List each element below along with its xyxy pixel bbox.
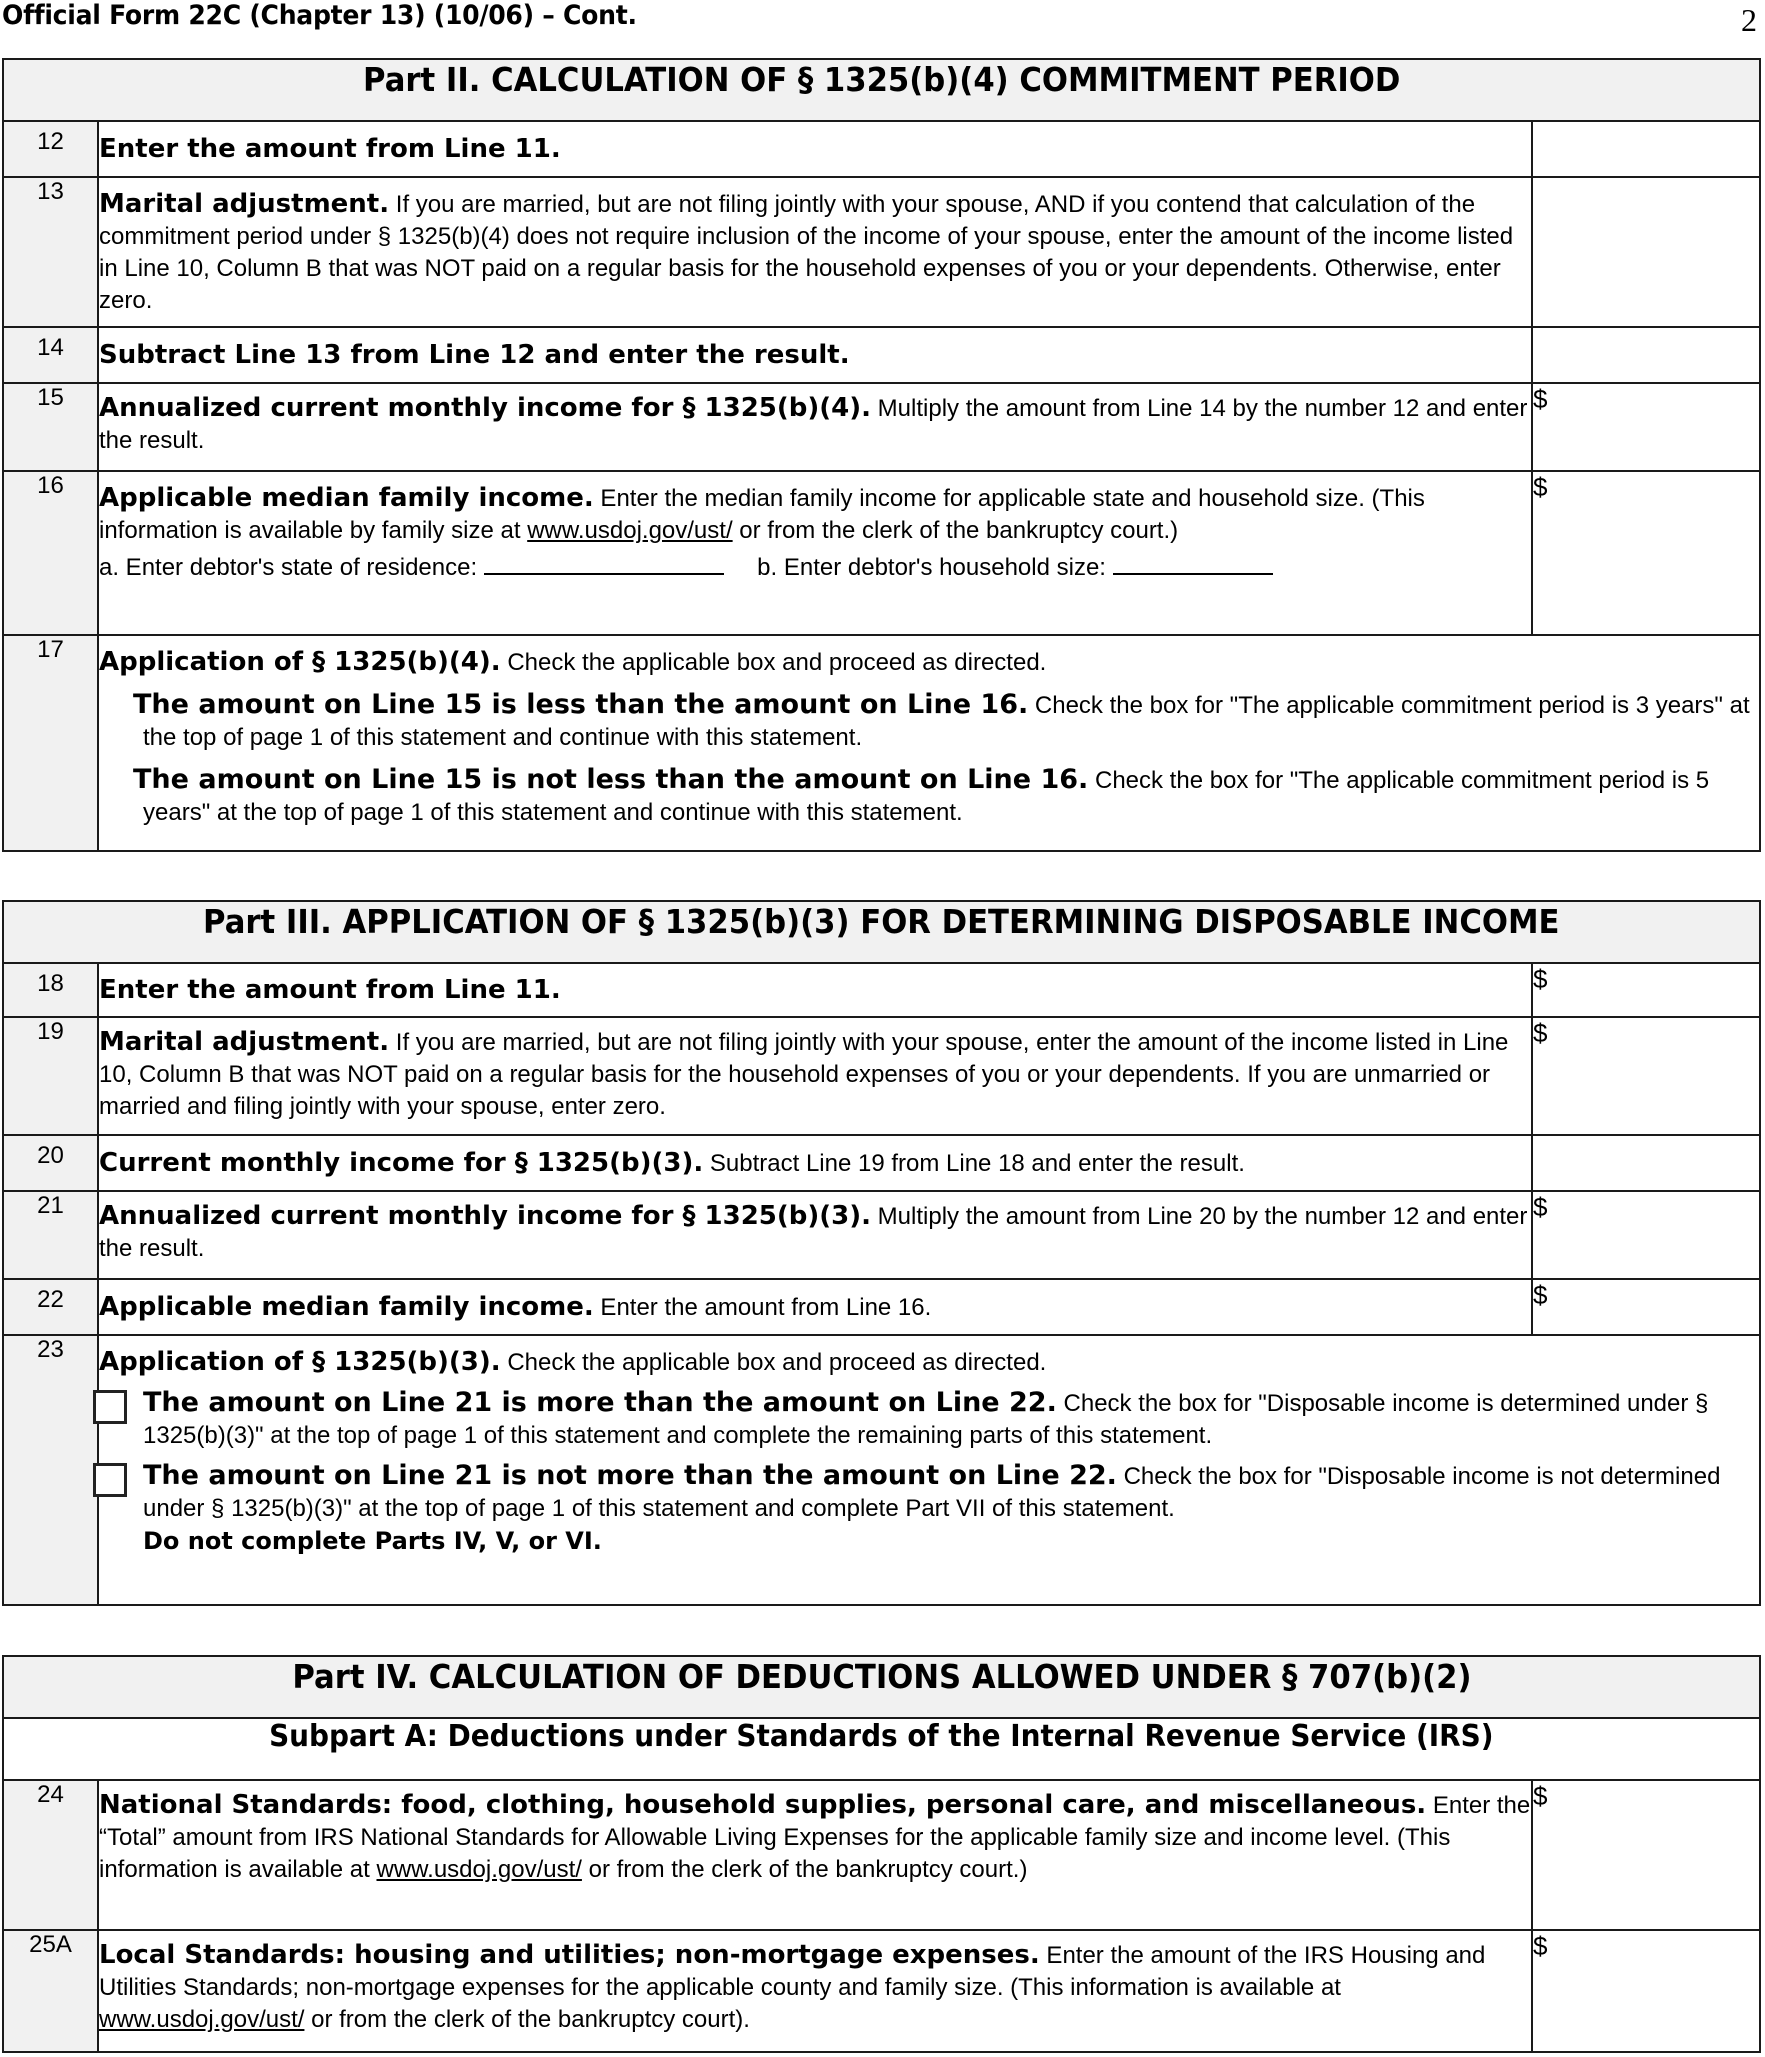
state-of-residence-field[interactable]	[484, 551, 724, 575]
line-number: 15	[3, 383, 98, 471]
line-20-amount-field[interactable]	[1532, 1135, 1760, 1191]
line-25a-row	[3, 1930, 1760, 2052]
line-21-row	[3, 1191, 1760, 1279]
line-number: 20	[3, 1135, 98, 1191]
line-number: 24	[3, 1780, 98, 1930]
state-of-residence-label: a. Enter debtor's state of residence:	[99, 554, 478, 581]
line-20-text: Current monthly income for § 1325(b)(3). Subtract Line 19 from Line 18 and enter the result.	[98, 1135, 1532, 1191]
usdoj-link[interactable]: www.usdoj.gov/ust/	[99, 2006, 305, 2033]
line-number: 17	[3, 635, 98, 851]
line-25a-text: Local Standards: housing and utilities; non-mortgage expenses. Enter the amount of the IRS Housing and Utilities Standards; non-mortgage expenses for the applicable county and family size. (This information is available at www.usdoj.gov/ust/ or from the clerk of the bankruptcy court).	[98, 1930, 1532, 2052]
line-13-amount-field[interactable]	[1532, 177, 1760, 327]
line-17-text: Application of § 1325(b)(4). Check the applicable box and proceed as directed. The amount on Line 15 is less than the amount on Line 16. Check the box for "The applicable commitment period is 3 years" at the top of page 1 of this statement and continue with this statement. The amount on Line 15 is not less than the amount on Line 16. Check the box for "The applicable commitment period is 5 years" at the top of page 1 of this statement and continue with this statement.	[98, 635, 1760, 851]
part-2-table	[2, 58, 1761, 852]
usdoj-link[interactable]: www.usdoj.gov/ust/	[376, 1856, 582, 1883]
line-18-row	[3, 963, 1760, 1017]
part-4-table	[2, 1655, 1761, 2053]
household-size-label: b. Enter debtor's household size:	[757, 554, 1106, 581]
line-23-checkbox-1[interactable]	[93, 1390, 127, 1424]
line-17-option-2[interactable]: The amount on Line 15 is not less than the amount on Line 16. Check the box for "The applicable commitment period is 5 years" at the top of page 1 of this statement and continue with this statement.	[133, 764, 1710, 826]
line-number: 21	[3, 1191, 98, 1279]
line-number: 23	[3, 1335, 98, 1605]
line-18-amount-field[interactable]: $	[1532, 963, 1760, 1017]
line-20-row	[3, 1135, 1760, 1191]
line-22-row	[3, 1279, 1760, 1335]
line-number: 22	[3, 1279, 98, 1335]
line-19-row	[3, 1017, 1760, 1135]
line-24-text: National Standards: food, clothing, household supplies, personal care, and miscellaneous. Enter the “Total” amount from IRS National Standards for Allowable Living Expenses for the applicable family size and income level. (This information is available at www.usdoj.gov/ust/ or from the clerk of the bankruptcy court.)	[98, 1780, 1532, 1930]
part-4-header: Part IV. CALCULATION OF DEDUCTIONS ALLOWED UNDER § 707(b)(2)	[3, 1656, 1760, 1718]
part-3-header: Part III. APPLICATION OF § 1325(b)(3) FOR DETERMINING DISPOSABLE INCOME	[3, 901, 1760, 963]
usdoj-link[interactable]: www.usdoj.gov/ust/	[527, 517, 733, 544]
line-15-row	[3, 383, 1760, 471]
line-number: 14	[3, 327, 98, 383]
line-number: 25A	[3, 1930, 98, 2052]
line-15-amount-field[interactable]: $	[1532, 383, 1760, 471]
line-14-amount-field[interactable]	[1532, 327, 1760, 383]
line-22-amount-field[interactable]: $	[1532, 1279, 1760, 1335]
line-12-row	[3, 121, 1760, 177]
line-23-row	[3, 1335, 1760, 1605]
line-number: 18	[3, 963, 98, 1017]
line-13-text: Marital adjustment. If you are married, but are not filing jointly with your spouse, AND if you contend that calculation of the commitment period under § 1325(b)(4) does not require inclusion of the income of your spouse, enter the amount of the income listed in Line 10, Column B that was NOT paid on a regular basis for the household expenses of you or your dependents. Otherwise, enter zero.	[98, 177, 1532, 327]
line-17-option-1[interactable]: The amount on Line 15 is less than the amount on Line 16. Check the box for "The applicable commitment period is 3 years" at the top of page 1 of this statement and continue with this statement.	[133, 689, 1750, 751]
part-3-table	[2, 900, 1761, 1606]
line-23-checkbox-2[interactable]	[93, 1463, 127, 1497]
line-19-amount-field[interactable]: $	[1532, 1017, 1760, 1135]
line-21-amount-field[interactable]: $	[1532, 1191, 1760, 1279]
page-header	[0, 0, 1765, 36]
page-number: 2	[1741, 2, 1757, 38]
line-22-text: Applicable median family income. Enter the amount from Line 16.	[98, 1279, 1532, 1335]
line-23-option-1: The amount on Line 21 is more than the amount on Line 22. Check the box for "Disposable income is determined under § 1325(b)(3)" at the top of page 1 of this statement and complete the remaining parts of this statement.	[99, 1387, 1759, 1452]
line-23-text: Application of § 1325(b)(3). Check the applicable box and proceed as directed. The amount on Line 21 is more than the amount on Line 22. Check the box for "Disposable income is determined under § 1325(b)(3)" at the top of page 1 of this statement and complete the remaining parts of this statement. The amount on Line 21 is not more than the amount on Line 22. Check the box for "Disposable income is not determined under § 1325(b)(3)" at the top of page 1 of this statement and complete Part VII of this statement. Do not complete Parts IV, V, or VI.	[98, 1335, 1760, 1605]
line-14-row	[3, 327, 1760, 383]
line-13-row	[3, 177, 1760, 327]
subpart-a-header: Subpart A: Deductions under Standards of the Internal Revenue Service (IRS)	[3, 1718, 1760, 1780]
part-2-header: Part II. CALCULATION OF § 1325(b)(4) COMMITMENT PERIOD	[3, 59, 1760, 121]
line-16-text: Applicable median family income. Enter the median family income for applicable state and household size. (This information is available by family size at www.usdoj.gov/ust/ or from the clerk of the bankruptcy court.) a. Enter debtor's state of residence: b. Enter debtor's household size:	[98, 471, 1532, 635]
line-16-subfields	[99, 551, 1531, 584]
line-12-amount-field[interactable]	[1532, 121, 1760, 177]
line-25a-amount-field[interactable]: $	[1532, 1930, 1760, 2052]
line-number: 13	[3, 177, 98, 327]
line-number: 16	[3, 471, 98, 635]
line-number: 19	[3, 1017, 98, 1135]
household-size-field[interactable]	[1113, 551, 1273, 575]
line-number: 12	[3, 121, 98, 177]
line-14-text: Subtract Line 13 from Line 12 and enter the result.	[98, 327, 1532, 383]
line-15-text: Annualized current monthly income for § 1325(b)(4). Multiply the amount from Line 14 by the number 12 and enter the result.	[98, 383, 1532, 471]
line-24-amount-field[interactable]: $	[1532, 1780, 1760, 1930]
line-19-text: Marital adjustment. If you are married, but are not filing jointly with your spouse, enter the amount of the income listed in Line 10, Column B that was NOT paid on a regular basis for the household expenses of you or your dependents. If you are unmarried or married and filing jointly with your spouse, enter zero.	[98, 1017, 1532, 1135]
line-17-row	[3, 635, 1760, 851]
line-16-amount-field[interactable]: $	[1532, 471, 1760, 635]
form-title: Official Form 22C (Chapter 13) (10/06) – Cont.	[2, 0, 637, 31]
line-24-row	[3, 1780, 1760, 1930]
line-23-option-2: The amount on Line 21 is not more than the amount on Line 22. Check the box for "Disposable income is not determined under § 1325(b)(3)" at the top of page 1 of this statement and complete Part VII of this statement. Do not complete Parts IV, V, or VI.	[99, 1460, 1759, 1558]
line-16-row	[3, 471, 1760, 635]
line-12-text: Enter the amount from Line 11.	[98, 121, 1532, 177]
line-18-text: Enter the amount from Line 11.	[98, 963, 1532, 1017]
line-21-text: Annualized current monthly income for § 1325(b)(3). Multiply the amount from Line 20 by the number 12 and enter the result.	[98, 1191, 1532, 1279]
